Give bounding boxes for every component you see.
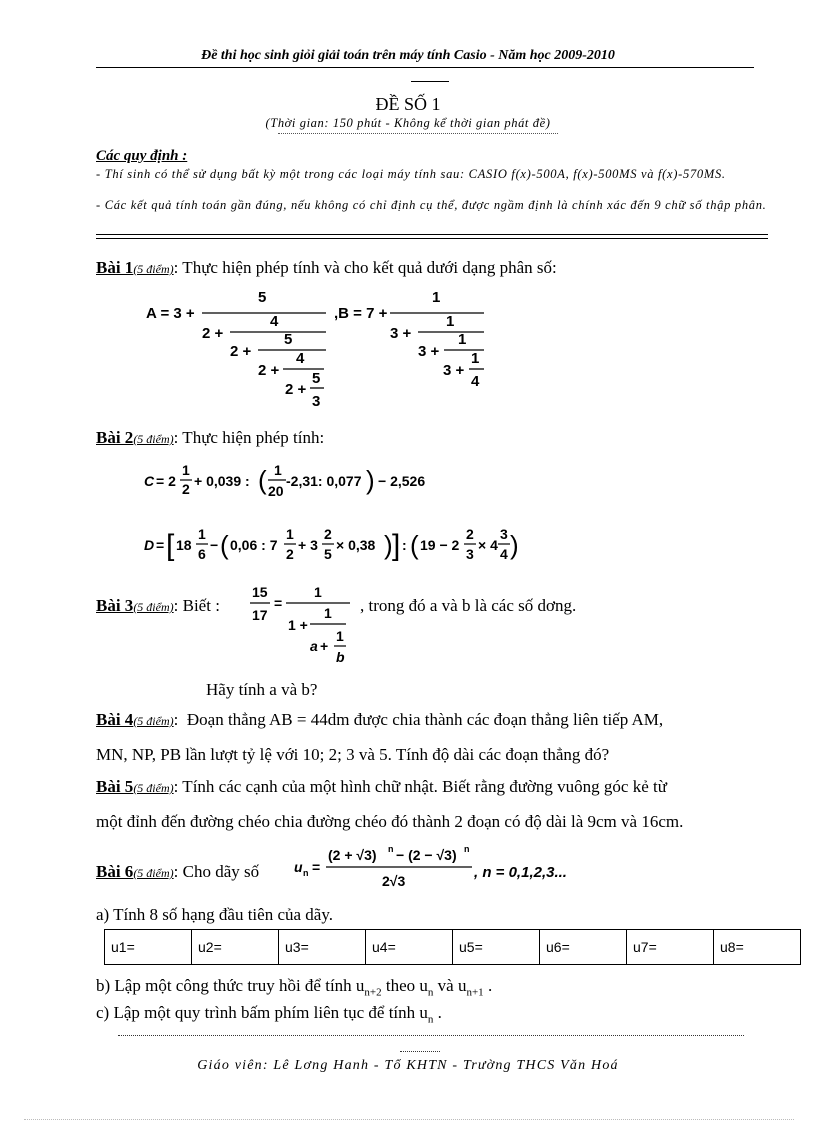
time-rule	[278, 133, 558, 134]
svg-text:+ 0,039 :: + 0,039 :	[194, 473, 250, 489]
svg-text:4: 4	[471, 373, 480, 390]
svg-text:5: 5	[324, 546, 332, 562]
problem-3-formula	[246, 580, 358, 670]
problem-3-heading: Bài 3(5 điểm): Biết :	[96, 596, 220, 615]
svg-text:b: b	[336, 649, 345, 665]
svg-text:A = 3 +: A = 3 +	[146, 305, 195, 322]
svg-text:): )	[384, 530, 393, 560]
problem-2-formulas	[140, 458, 520, 578]
svg-text:2√3: 2√3	[382, 873, 406, 889]
svg-text:6: 6	[198, 546, 206, 562]
svg-text:(: (	[220, 530, 229, 560]
svg-text:n: n	[303, 868, 309, 878]
problem-4-text-2: MN, NP, PB lần lượt tỷ lệ với 10; 2; 3 và 5. Tính độ dài các đoạn thẳng đó?	[96, 745, 610, 764]
svg-text:(: (	[410, 530, 419, 560]
svg-text:18: 18	[176, 537, 192, 553]
table-cell: u3=	[279, 930, 366, 965]
problem-1-formula	[140, 282, 500, 417]
svg-text:4: 4	[500, 546, 508, 562]
svg-text:4: 4	[296, 350, 305, 367]
terms-table	[104, 929, 801, 965]
svg-text:− 2,526: − 2,526	[378, 473, 426, 489]
svg-text:17: 17	[252, 607, 268, 623]
svg-text:=: =	[312, 859, 321, 875]
svg-text::: :	[402, 537, 407, 553]
svg-text:,B = 7 +: ,B = 7 +	[334, 305, 388, 322]
svg-text:2 +: 2 +	[258, 362, 280, 379]
svg-text:3 +: 3 +	[390, 325, 412, 342]
page-header: Đề thi học sinh giỏi giải toán trên máy tính Casio - Năm học 2009-2010	[201, 48, 615, 63]
svg-text:1: 1	[274, 462, 282, 478]
svg-text:]: ]	[392, 529, 401, 562]
svg-text:× 0,38: × 0,38	[336, 537, 376, 553]
svg-text:n: n	[388, 844, 394, 854]
svg-text:3 +: 3 +	[443, 362, 465, 379]
problem-3-condition: , trong đó a và b là các số dơng.	[360, 596, 577, 615]
table-cell: u1=	[105, 930, 192, 965]
svg-text:2 +: 2 +	[230, 343, 252, 360]
rule-1: - Thí sinh có thể sử dụng bất kỳ một trong các loại máy tính sau: CASIO f(x)-500A, f(x)-500MS và f(x)-570MS.	[96, 167, 726, 181]
svg-text:5: 5	[312, 370, 321, 387]
svg-text:): )	[366, 465, 375, 495]
svg-text:1: 1	[432, 289, 441, 306]
problem-3-question: Hãy tính a và b?	[206, 680, 318, 699]
svg-text:(2 + √3): (2 + √3)	[328, 847, 377, 863]
svg-text:0,06 : 7: 0,06 : 7	[230, 537, 278, 553]
svg-text:[: [	[166, 529, 175, 562]
svg-text:4: 4	[270, 313, 279, 330]
problem-6-part-b: b) Lập một công thức truy hồi để tính $u_{n+2}$ theo $u_n$ và $u_{n+1}$ .	[96, 976, 493, 999]
svg-text:n: n	[464, 844, 470, 854]
svg-text:1: 1	[182, 462, 190, 478]
svg-text:1: 1	[446, 313, 455, 330]
svg-text:u: u	[294, 859, 303, 875]
svg-text:20: 20	[268, 483, 284, 499]
svg-text:5: 5	[258, 289, 267, 306]
svg-text:2: 2	[324, 526, 332, 542]
svg-text:3: 3	[312, 393, 321, 410]
svg-text:− (2 − √3): − (2 − √3)	[396, 847, 457, 863]
exam-title: ĐỀ SỐ 1	[375, 94, 441, 114]
svg-text:=: =	[274, 595, 283, 611]
svg-text:+ 3: + 3	[298, 537, 318, 553]
footer-rule	[118, 1035, 744, 1036]
svg-text:(: (	[258, 465, 267, 495]
problem-5-text-2: một đỉnh đến đường chéo chia đường chéo đó thành 2 đoạn có độ dài là 9cm và 16cm.	[96, 812, 684, 831]
table-cell: u4=	[366, 930, 453, 965]
svg-text:C: C	[144, 473, 155, 489]
svg-text:): )	[510, 530, 519, 560]
problem-2-heading: Bài 2(5 điểm): Thực hiện phép tính:	[96, 428, 325, 447]
svg-text:-2,31: 0,077: -2,31: 0,077	[286, 473, 362, 489]
rule-2: - Các kết quả tính toán gần đúng, nếu không có chỉ định cụ thể, được ngầm định là chính xác đến 9 chữ số thập phân.	[96, 198, 767, 212]
svg-text:2: 2	[182, 481, 190, 497]
rules-divider	[96, 234, 768, 239]
page-bottom-rule	[24, 1119, 794, 1120]
svg-text:1: 1	[198, 526, 206, 542]
svg-text:3: 3	[466, 546, 474, 562]
svg-text:× 4: × 4	[478, 537, 498, 553]
svg-text:−: −	[210, 537, 219, 553]
svg-text:5: 5	[284, 331, 293, 348]
problem-6-index: , n = 0,1,2,3...	[474, 864, 567, 881]
svg-text:2 +: 2 +	[285, 381, 307, 398]
table-cell: u7=	[627, 930, 714, 965]
svg-text:1: 1	[336, 628, 344, 644]
svg-text:+: +	[320, 638, 329, 654]
svg-text:1 +: 1 +	[288, 617, 308, 633]
svg-text:a: a	[310, 638, 318, 654]
problem-6-heading: Bài 6(5 điểm): Cho dãy số	[96, 862, 260, 881]
footer-text: Giáo viên: Lê Lơng Hanh - Tổ KHTN - Trường THCS Văn Hoá	[197, 1058, 619, 1073]
svg-text:3 +: 3 +	[418, 343, 440, 360]
svg-text:3: 3	[500, 526, 508, 542]
svg-text:2: 2	[286, 546, 294, 562]
svg-text:19 − 2: 19 − 2	[420, 537, 460, 553]
table-cell: u5=	[453, 930, 540, 965]
svg-text:1: 1	[314, 584, 322, 600]
svg-text:1: 1	[324, 605, 332, 621]
svg-text:15: 15	[252, 584, 268, 600]
table-cell: u8=	[714, 930, 801, 965]
table-cell: u6=	[540, 930, 627, 965]
svg-text:D: D	[144, 537, 155, 553]
problem-1-heading: Bài 1(5 điểm): Thực hiện phép tính và cho kết quả dưới dạng phân số:	[96, 258, 557, 277]
svg-text:=: =	[156, 537, 165, 553]
problem-5-text: Bài 5(5 điểm): Tính các cạnh của một hình chữ nhật. Biết rằng đường vuông góc kẻ từ	[96, 777, 667, 796]
svg-text:2: 2	[466, 526, 474, 542]
svg-text:= 2: = 2	[156, 473, 176, 489]
problem-4-text: Bài 4(5 điểm): Đoạn thẳng AB = 44dm được chia thành các đoạn thẳng liên tiếp AM,	[96, 710, 664, 729]
rules-heading: Các quy định :	[96, 148, 188, 164]
svg-text:1: 1	[458, 331, 467, 348]
footer-short-rule	[400, 1051, 440, 1052]
problem-6-part-a: a) Tính 8 số hạng đầu tiên của dãy.	[96, 905, 333, 924]
table-cell: u2=	[192, 930, 279, 965]
problem-6-part-c: c) Lập một quy trình bấm phím liên tục để tính $u_n$ .	[96, 1003, 442, 1026]
svg-text:1: 1	[471, 350, 480, 367]
exam-time: (Thời gian: 150 phút - Không kể thời gian phát đề)	[265, 116, 551, 130]
svg-text:2 +: 2 +	[202, 325, 224, 342]
table-row	[105, 930, 801, 965]
svg-text:1: 1	[286, 526, 294, 542]
header-rule	[96, 67, 754, 68]
title-rule	[411, 81, 449, 82]
